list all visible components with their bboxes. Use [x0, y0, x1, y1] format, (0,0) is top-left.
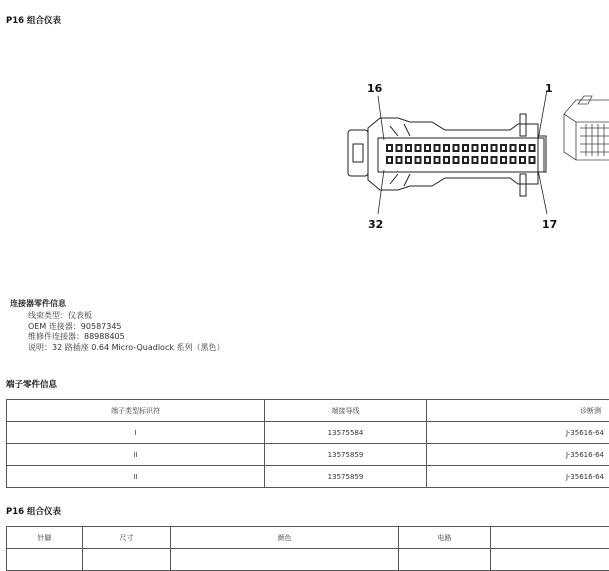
- pin-cavity-hole: [521, 146, 524, 150]
- pin-label-16: 16: [367, 82, 383, 95]
- pin-cavity-hole: [417, 158, 420, 162]
- pin-cavity-hole: [512, 158, 515, 162]
- connector-info-oem: OEM 连接器：90587345: [28, 322, 225, 333]
- column-header: [491, 527, 609, 549]
- table-header-row: [7, 400, 609, 422]
- pin-table: [6, 526, 609, 571]
- pin-cavity-hole: [445, 146, 448, 150]
- pin-cavity-hole: [455, 146, 458, 150]
- table-cell: I: [7, 422, 265, 444]
- pin-cavity-hole: [455, 158, 458, 162]
- pin-label-1: 1: [545, 82, 553, 95]
- connector-info-description: 说明：32 路插座 0.64 Micro-Quadlock 系列（黑色）: [28, 343, 225, 354]
- pin-cavity-hole: [445, 158, 448, 162]
- pin-cavity-hole: [502, 146, 505, 150]
- table-cell: II: [7, 466, 265, 488]
- pin-cavity-hole: [436, 146, 439, 150]
- page-title-bottom: P16 组合仪表: [6, 505, 61, 517]
- column-header: 针脚: [7, 527, 83, 549]
- pin-cavity-hole: [464, 146, 467, 150]
- connector-info-harness: 线束类型：仪表板: [28, 311, 225, 322]
- column-header: 尺寸: [83, 527, 171, 549]
- pin-cavity-hole: [474, 158, 477, 162]
- pin-cavity-hole: [436, 158, 439, 162]
- pin-cavity-hole: [474, 146, 477, 150]
- connector-diagram: [340, 74, 609, 234]
- pin-cavity-hole: [493, 158, 496, 162]
- table-cell: J-35616-64: [427, 422, 609, 444]
- table-cell: II: [7, 444, 265, 466]
- terminal-info-table: [6, 399, 609, 488]
- pin-cavity-hole: [483, 158, 486, 162]
- pin-cavity-hole: [398, 158, 401, 162]
- pin-cavity-hole: [483, 146, 486, 150]
- column-header: 端接导线: [265, 400, 427, 422]
- pin-cavity-hole: [531, 146, 534, 150]
- pin-cavity-hole: [407, 146, 410, 150]
- pin-label-32: 32: [368, 218, 383, 231]
- page-title-top: P16 组合仪表: [6, 14, 61, 26]
- table-header-row: [7, 527, 609, 549]
- table-cell: J-35616-64: [427, 466, 609, 488]
- table-row: [7, 422, 609, 444]
- table-cell: 13575859: [265, 466, 427, 488]
- column-header: 电路: [399, 527, 491, 549]
- pin-cavity-hole: [426, 158, 429, 162]
- pin-cavity-hole: [388, 158, 391, 162]
- pin-cavity-hole: [407, 158, 410, 162]
- terminal-info-heading: 端子零件信息: [6, 378, 57, 390]
- pin-cavity-hole: [398, 146, 401, 150]
- connector-isometric-view: [564, 96, 609, 160]
- table-row: [7, 444, 609, 466]
- table-row: [7, 466, 609, 488]
- connector-info-service: 维修件连接器：88988405: [28, 332, 225, 343]
- table-cell: J-35616-64: [427, 444, 609, 466]
- table-cell: 13575584: [265, 422, 427, 444]
- pin-cavity-hole: [521, 158, 524, 162]
- table-cell: 13575859: [265, 444, 427, 466]
- pin-cavity-hole: [493, 146, 496, 150]
- connector-info-heading: 连接器零件信息: [10, 298, 66, 309]
- column-header: 端子类型标识符: [7, 400, 265, 422]
- pin-cavity-hole: [426, 146, 429, 150]
- connector-info-list: [28, 311, 225, 353]
- column-header: 颜色: [171, 527, 399, 549]
- pin-cavity-hole: [502, 158, 505, 162]
- pin-cavity-hole: [531, 158, 534, 162]
- pin-cavity-hole: [417, 146, 420, 150]
- pin-cavity-hole: [464, 158, 467, 162]
- pin-cavity-hole: [388, 146, 391, 150]
- pin-cavity-hole: [512, 146, 515, 150]
- column-header: 诊断测: [427, 400, 609, 422]
- pin-label-17: 17: [542, 218, 557, 231]
